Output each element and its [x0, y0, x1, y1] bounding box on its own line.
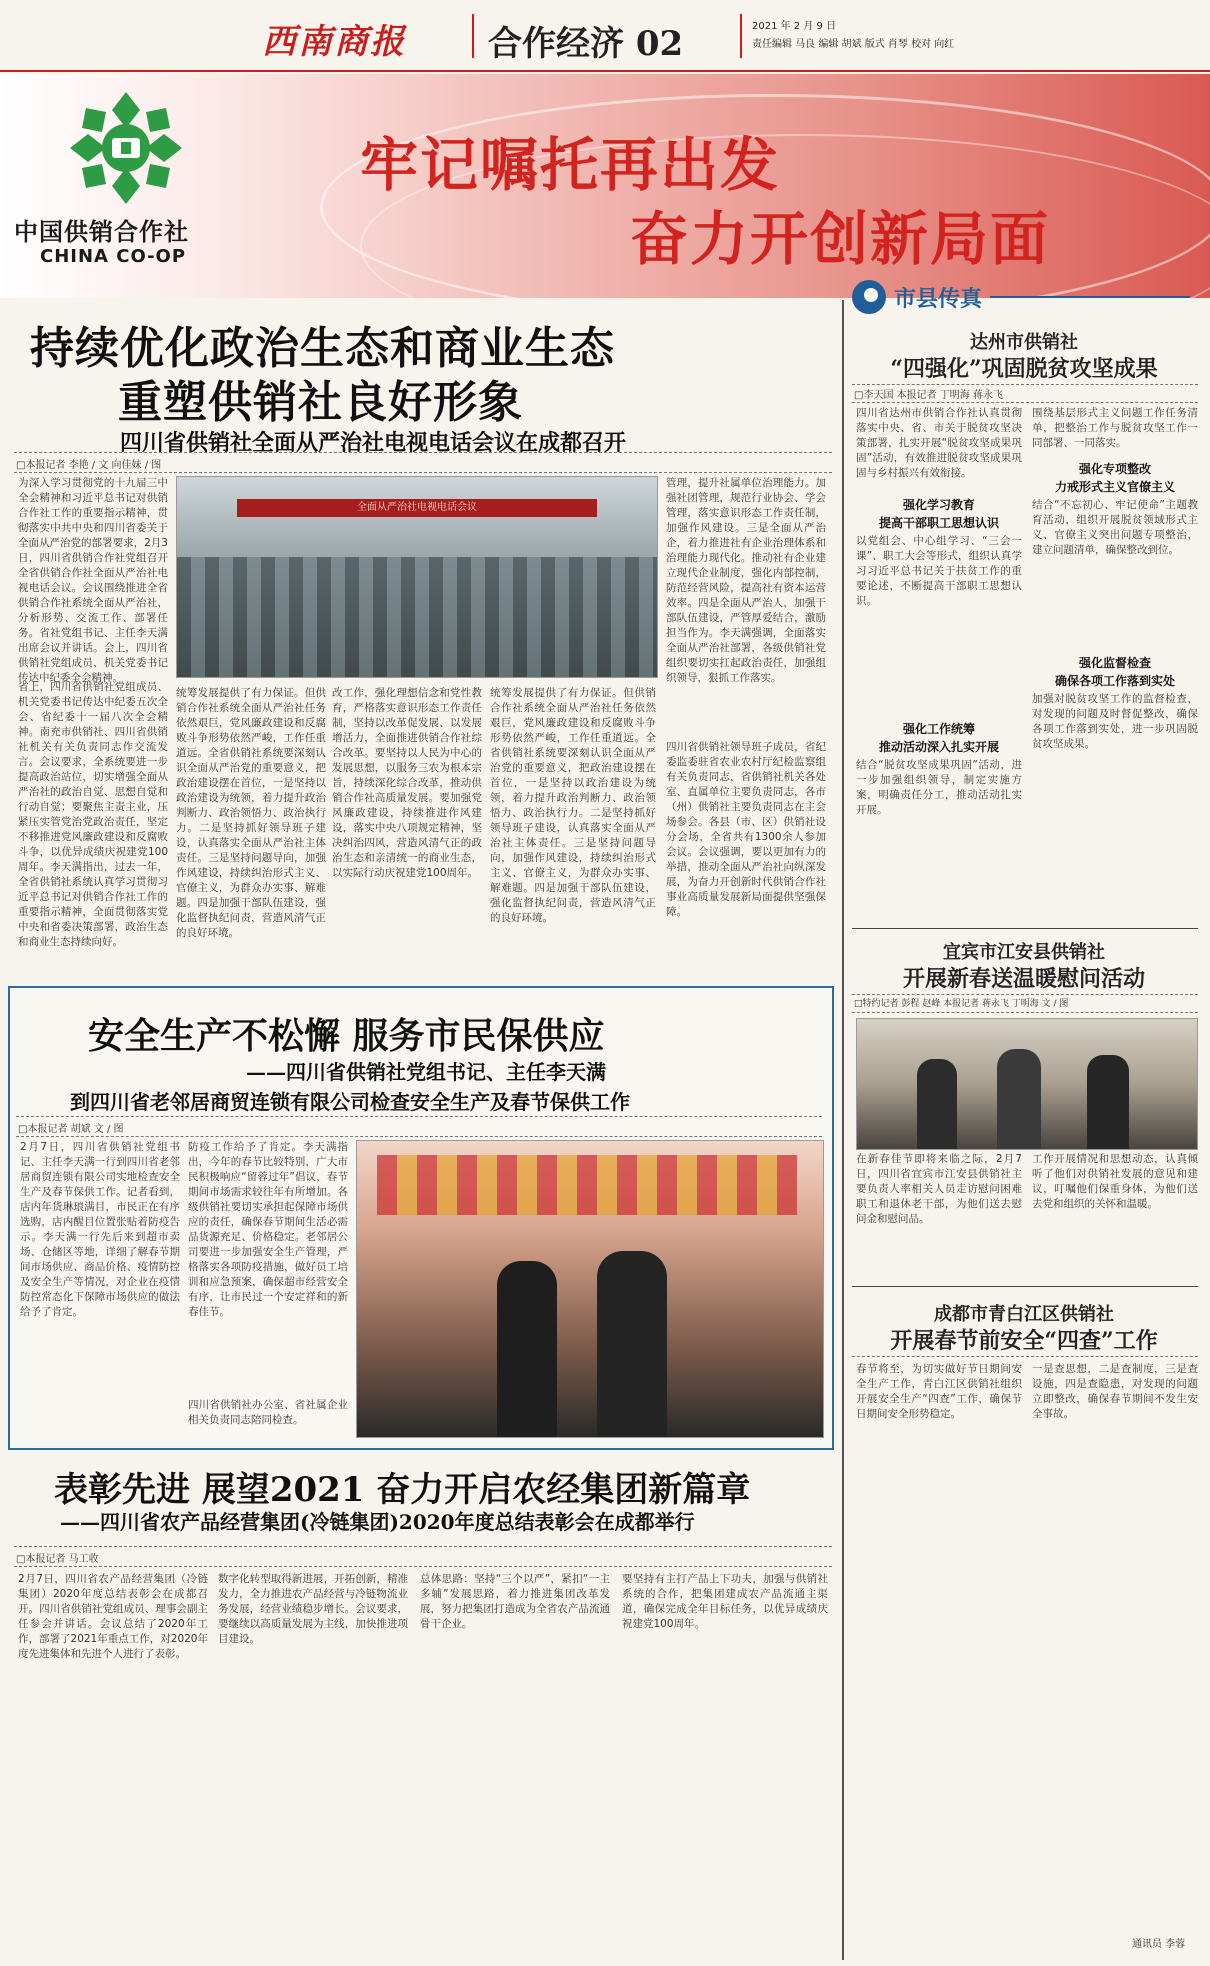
sidebar [842, 286, 1204, 1960]
story1-text-6: 加强对脱贫攻坚工作的监督检查，对发现的问题及时督促整改，确保各项工作落到实处，进一步巩固脱贫攻坚成果。 [1032, 693, 1198, 750]
story3-text-2: 一是查思想，二是查制度，三是查设施，四是查隐患，对发现的问题立即整改，确保春节期间不发生安全事故。 [1032, 1363, 1198, 1420]
sidebar-header-title: 市县传真 [894, 286, 983, 312]
meeting-photo [176, 476, 658, 678]
article1-col4: 改工作，强化理想信念和党性教育，严格落实意识形态工作责任制，坚持以改革促发展、以发展增活力，全面推进供销合作社综合改革。要坚持以人民为中心的发展思想，以服务三农为根本宗旨，持续深化综合改革，推动供销合作社高质量发展。要加强党风廉政建设，持续推进作风建设，落实中央八项规定精神，坚决纠治四风，营造风清气正的政治生态和亲清统一的商业生态，以实际行动庆祝建党100周年。 [332, 687, 482, 879]
editors-credit: 责任编辑 马良 编辑 胡斌 版式 肖琴 校对 向红 [752, 39, 955, 50]
logo-english: CHINA CO-OP [40, 246, 187, 267]
story1-subhead-1a: 强化学习教育 [902, 498, 975, 512]
story1-subhead-4b: 确保各项工作落到实处 [1054, 674, 1175, 688]
story2-text-2: 工作开展情况和思想动态，认真倾听了他们对供销社发展的意见和建议，叮嘱他们保重身体，为他们送去党和组织的关怀和温暖。 [1032, 1153, 1198, 1210]
story1-subhead-1b: 提高干部职工思想认识 [878, 516, 999, 530]
supermarket-photo [356, 1140, 824, 1438]
article1-col-extra: 统筹发展提供了有力保证。但供销合作社系统全面从严治社任务依然艰巨，党风廉政建设和反腐败斗争形势依然严峻，工作任重道远。全省供销社系统要深刻认识全面从严治党的重要意义，把政治建设摆在首位，一是坚持以政治建设为统领，着力提升政治判断力、政治领悟力、政治执行力。二是坚持抓好领导班子建设，认真落实全面从严治社主体责任。三是坚持问题导向，加强作风建设，持续纠治形式主义、官僚主义，为群众办实事、解难题。四是加强干部队伍建设，强化监督执纪问责，营造风清气正的良好环境。 [490, 687, 656, 924]
story1-subhead-4a: 强化监督检查 [1078, 656, 1151, 670]
issue-date: 2021 年 2 月 9 日 [752, 21, 837, 32]
story1-subhead-3a: 强化专项整改 [1078, 462, 1151, 476]
article3-col4: 要坚持有主打产品上下功夫，加强与供销社系统的合作，把集团建成农产品流通主渠道，确保完成全年目标任务，以优异成绩庆祝建党100周年。 [622, 1573, 828, 1630]
logo-chinese: 中国供销合作社 [14, 217, 189, 246]
meeting-banner: 全面从严治社电视电话会议 [237, 499, 597, 517]
article1-col1: 为深入学习贯彻党的十九届三中全会精神和习近平总书记对供销合作社工作的重要指示精神，贯彻落实中共中央和四川省委关于全面从严治党的部署要求，2月3日，四川省供销合作社党组召开全省供销合作社全面从严治社电视电话会议。会议围绕推进全省供销合作社系统全面从严治社，分析形势、交流工作、部署任务。省社党组书记、主任李天满出席会议并讲话。会上，四川省供销社党组成员、机关党委书记传达中纪委全会精神。 [18, 477, 168, 684]
headline-line-2: 重塑供销社良好形象 [118, 377, 523, 428]
article3-col2: 数字化转型取得新进展，开拓创新，精准发力，全力推进农产品经营与冷链物流业务发展，经营业绩稳步增长。会议要求，要继续以高质量发展为主线，加快推进项目建设。 [218, 1573, 408, 1645]
article2-subtitle-2: 到四川省老邻居商贸连锁有限公司检查安全生产及春节保供工作 [70, 1090, 630, 1114]
masthead [0, 0, 1210, 72]
article3-col3: 总体思路：坚持“三个以严”，紧扣“一主多辅”发展思路，着力推进集团改革发展，努力把集团打造成为全省农产品流通骨干企业。 [420, 1573, 610, 1630]
story1-subhead-2a: 强化工作统筹 [902, 722, 975, 736]
story2-title-2: 开展新春送温暖慰问活动 [902, 966, 1145, 992]
banner [0, 74, 1210, 298]
story1-byline: □李天国 本报记者 丁明海 蒋永飞 [854, 390, 1003, 401]
story1-text-3: 结合“脱贫攻坚成果巩固”活动，进一步加强组织领导，制定实施方案，明确责任分工，推动活动扎实开展。 [856, 759, 1022, 816]
article3-headline: 表彰先进 展望2021 奋力开启农经集团新篇章 [54, 1470, 751, 1510]
slogan-line-2: 奋力开创新局面 [630, 205, 1051, 273]
article1-col5: 管理，提升社属单位治理能力。加强社团管理，规范行业协会、学会管理，落实意识形态工作责任制，加强作风建设。三是全面从严治企，着力推进社有企业治理体系和治理能力现代化。推动社有企业建立现代企业制度，强化内部控制，防范经营风险，提高社有资本运营效率。四是全面从严治人，加强干部队伍建设，严管厚爱结合，激励担当作为。李天满强调，全面落实全面从严治社部署，各级供销社党组织要切实扛起政治责任，加强组织领导，狠抓工作落实。 [666, 477, 826, 684]
article1-col3: 统筹发展提供了有力保证。但供销合作社系统全面从严治社任务依然艰巨，党风廉政建设和反腐败斗争形势依然严峻，工作任重道远。全省供销社系统要深刻认识全面从严治党的重要意义，把政治建设摆在首位，一是坚持以政治建设为统领，着力提升政治判断力、政治领悟力、政治执行力。二是坚持抓好领导班子建设，认真落实全面从严治社主体责任。三是坚持问题导向，加强作风建设，持续纠治形式主义、官僚主义，为群众办实事、解难题。四是加强干部队伍建设，强化监督执纪问责，营造风清气正的良好环境。 [176, 687, 326, 939]
story1-text-1: 四川省达州市供销合作社认真贯彻落实中央、省、市关于脱贫攻坚决策部署，扎实开展“脱贫攻坚成果巩固”活动，有效推进脱贫攻坚成果巩固与乡村振兴有效衔接。 [856, 407, 1022, 479]
story3-text-1: 春节将至，为切实做好节日期间安全生产工作，青白江区供销社组织开展安全生产“四查”工作，确保节日期间安全形势稳定。 [856, 1363, 1022, 1420]
headline-line-1: 持续优化政治生态和商业生态 [30, 323, 615, 374]
story2-title-1: 宜宾市江安县供销社 [943, 942, 1105, 963]
article3-subtitle: ——四川省农产品经营集团(冷链集团)2020年度总结表彰会在成都举行 [60, 1510, 695, 1534]
sidebar-header [852, 274, 1196, 318]
paper-name: 西南商报 [262, 22, 406, 62]
story1-title-1: 达州市供销社 [970, 332, 1078, 353]
article2-col1: 2月7日，四川省供销社党组书记、主任李天满一行到四川省老邻居商贸连锁有限公司实地检查安全生产及春节保供工作。记者看到，店内年货琳琅满目，市民正在有序选购，店内醒目位置张贴着防疫告示。李天满一行先后来到超市卖场、仓储区等地，详细了解春节期间市场供应、商品价格、疫情防控及安全生产等情况，对企业在疫情防控常态化下保障市场供应的做法给予了肯定。 [20, 1141, 180, 1318]
story2-byline: □特约记者 彭程 赵峰 本报记者 蒋永飞 丁明海 文 / 图 [854, 999, 1069, 1009]
article1-col2: 省上，四川省供销社党组成员、机关党委书记传达中纪委五次全会、省纪委十一届八次全会精神。南充市供销社、四川省供销社机关有关负责同志作交流发言。会议要求，全系统要进一步提高政治站位，切实增强全面从严治社的政治自觉、思想自觉和行动自觉；要聚焦主责主业，压紧压实管党治党政治责任，坚定不移推进党风廉政建设和反腐败斗争，以优异成绩庆祝建党100周年。李天满指出，过去一年，全省供销社系统认真学习贯彻习近平总书记对供销合作社工作的重要指示精神，全面贯彻落实党中央和省委决策部署，政治生态和商业生态持续向好。 [18, 681, 168, 948]
story2-text-1: 在新春佳节即将来临之际，2月7日，四川省宜宾市江安县供销社主要负责人率相关人员走访慰问困难职工和退休老干部，为他们送去慰问金和慰问品。 [856, 1153, 1022, 1225]
story1-subhead-3b: 力戒形式主义官僚主义 [1054, 480, 1175, 494]
article2-col2: 防疫工作给予了肯定。李天满指出，今年的春节比较特别，广大市民积极响应“留蓉过年”倡议，春节期间市场需求较往年有所增加。各级供销社要切实承担起保障市场供应的责任，确保春节期间生活必需品货源充足、价格稳定。老邻居公司要进一步加强安全生产管理，严格落实各项防疫措施，做好员工培训和应急预案，确保超市经营安全有序，让市民过一个安定祥和的新春佳节。 [188, 1141, 348, 1318]
story1-text-2: 以党组会、中心组学习、“三会一课”、职工大会等形式，组织认真学习习近平总书记关于扶贫工作的重要论述，不断提高干部职工思想认识。 [856, 535, 1022, 607]
slogan-line-1: 牢记嘱托再出发 [360, 131, 781, 199]
story3-title-1: 成都市青白江区供销社 [934, 1304, 1114, 1325]
story3-author: 通讯员 李蓉 [1132, 1939, 1186, 1950]
article2-col3: 四川省供销社办公室、省社属企业相关负责同志陪同检查。 [188, 1399, 348, 1426]
co-op-logo-icon [66, 88, 186, 208]
article2-byline: □本报记者 胡斌 文 / 图 [18, 1124, 124, 1135]
article1-byline: □本报记者 李艳 / 文 向佳妹 / 图 [16, 460, 162, 471]
story1-text-5: 结合“不忘初心、牢记使命”主题教育活动，组织开展脱贫领域形式主义、官僚主义突出问题专项整治，建立问题清单，确保整改到位。 [1032, 499, 1198, 556]
story1-text-4: 围绕基层形式主义问题工作任务清单，把整治工作与脱贫攻坚工作一同部署、一同落实。 [1032, 407, 1198, 449]
subheadline: 四川省供销社全面从严治社电视电话会议在成都召开 [120, 430, 627, 456]
visit-photo [856, 1018, 1198, 1150]
article2-headline: 安全生产不松懈 服务市民保供应 [88, 1015, 605, 1057]
article1-col6: 四川省供销社领导班子成员，省纪委监委驻省农业农村厅纪检监察组有关负责同志，省供销社机关各处室、直属单位主要负责同志，各市（州）供销社主要负责同志在主会场参会。各县（市、区）供销社设分会场，全省共有1300余人参加会议。会议强调，要以更加有力的举措，推动全面从严治社向纵深发展，为奋力开创新时代供销合作社事业高质量发展新局面提供坚强保障。 [666, 741, 826, 918]
story1-subhead-2b: 推动活动深入扎实开展 [878, 740, 999, 754]
article3-byline: □本报记者 马工收 [16, 1554, 99, 1565]
section-title: 合作经济 02 [488, 24, 684, 64]
article2-subtitle-1: ——四川省供销社党组书记、主任李天满 [246, 1060, 606, 1084]
story1-title-2: “四强化”巩固脱贫攻坚成果 [890, 356, 1158, 382]
story3-title-2: 开展春节前安全“四查”工作 [890, 1328, 1158, 1354]
article3-col1: 2月7日，四川省农产品经营集团（冷链集团）2020年度总结表彰会在成都召开。四川省供销社党组成员、理事会副主任参会并讲话。会议总结了2020年工作，部署了2021年重点工作，对2020年度先进集体和先进个人进行了表彰。 [18, 1573, 208, 1660]
article2-box [8, 986, 834, 1450]
